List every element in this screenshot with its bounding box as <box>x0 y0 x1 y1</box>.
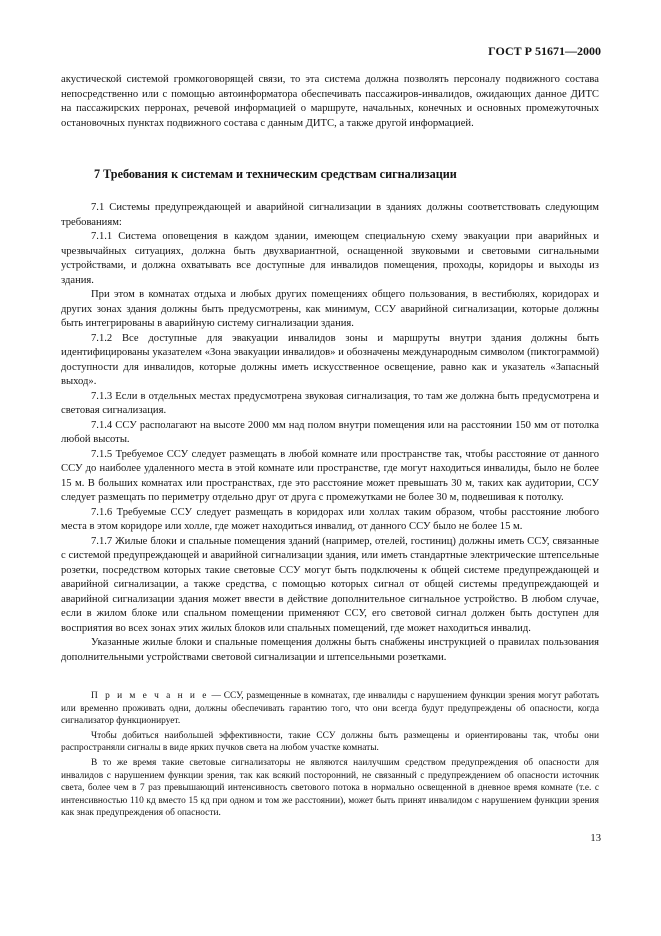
note-paragraph-3: В то же время такие световые сигнализаторы не являются наилучшим средством предупреждения об опасности для инвалидов с нарушением функции зрения, так как всякий посторонний, не связанный с предупреждением об опасности источник света, более чем в 7 раз превышающий интенсивность светового потока в нормально освещенной в дневное время комнате (т.е. с интенсивностью 110 кд вместо 15 кд при одном и том же расстоянии), может быть принят инвалидом с нарушением функции зрения как знак предупреждения об опасности. <box>61 757 599 819</box>
page-number: 13 <box>590 833 601 844</box>
note-paragraph-1 <box>61 690 599 728</box>
intro-paragraph: акустической системой громкоговорящей связи, то эта система должна позволять персоналу подвижного состава непосредственно или с помощью автоинформатора обеспечивать пассажиров-инвалидов, ожидающих данное ДИТС на пассажирских перронах, речевой информацией о маршруте, начальных, конечных и основных промежуточных остановочных пунктах подвижного состава с данным ДИТС, а также другой информацией. <box>61 74 599 129</box>
section-heading: 7 Требования к системам и техническим средствам сигнализации <box>94 167 457 181</box>
paragraph-7-1-3: 7.1.3 Если в отдельных местах предусмотрена звуковая сигнализация, то там же должна быть предусмотрена и световая сигнализация. <box>61 390 599 416</box>
paragraph-7-1-7: 7.1.7 Жилые блоки и спальные помещения зданий (например, отелей, гостиниц) должны иметь ССУ, связанные с системой предупреждающей и аварийной сигнализации здания, или иметь стандартные электрические штепсельные розетки, посредством которых такие световые ССУ могут быть подключены к общей системе предупреждающей и аварийной сигнализации, а также средства, с помощью которых сигнал от общей системы предупреждающей и аварийной сигнализации здания может ввести в действие дополнительное сигнальное устройство. В любом случае, если в жилом блоке или спальном помещении применяют ССУ, его световой сигнал должен быть доступен для восприятия во всех зонах этих жилых блоков или спальных помещений, где может находиться инвалид. <box>61 535 599 634</box>
section-body <box>61 201 599 665</box>
paragraph-7-1-1: 7.1.1 Система оповещения в каждом здании, имеющем специальную схему эвакуации при аварийных и чрезвычайных ситуациях, должна быть двухвариантной, оснащенной звуковыми и световыми сигнальными устройствами, и должна охватывать все доступные для инвалидов помещения, проходы, коридоры и выходы из здания. <box>61 231 599 286</box>
paragraph-7-1: 7.1 Системы предупреждающей и аварийной сигнализации в зданиях должны соответствовать следующим требованиям: <box>61 202 599 228</box>
paragraph-7-1-7-cont: Указанные жилые блоки и спальные помещения должны быть снабжены инструкцией о правилах пользования дополнительными устройствами световой сигнализации и штепсельными розетками. <box>61 637 599 663</box>
paragraph-7-1-2: 7.1.2 Все доступные для эвакуации инвалидов зоны и маршруты внутри здания должны быть идентифицированы указателем «Зона эвакуации инвалидов» и обозначены международным символом (пиктограммой) доступности для инвалидов, которые должны иметь искусственное освещение, равно как и указатель «Запасный выход». <box>61 332 599 387</box>
paragraph-7-1-6: 7.1.6 Требуемые ССУ следует размещать в коридорах или холлах таким образом, чтобы расстояние любого места в этом коридоре или холле, где может находиться инвалид, от данного ССУ было не более 15 м. <box>61 506 599 532</box>
note-text-1: ССУ, размещенные в комнатах, где инвалиды с нарушением функции зрения могут работать или временно проживать одни, должны обеспечивать гарантию того, что они всегда будут предупреждены об опасности, когда сигнализатор функционирует. <box>61 691 599 727</box>
intro-text <box>61 73 599 131</box>
paragraph-7-1-5: 7.1.5 Требуемое ССУ следует размещать в любой комнате или пространстве так, чтобы расстояние от данного ССУ до наиболее удаленного места в этой комнате или пространстве, где могут находиться инвалиды, было не более 15 м. В больших комнатах или пространствах, где это расстояние может превышать 30 м, таких как аудитории, ССУ следует размещать по периметру отдельно друг от друга с промежутками не более 30 м, подвешивая к потолку. <box>61 448 599 503</box>
note-dash: — <box>208 691 224 701</box>
paragraph-7-1-4: 7.1.4 ССУ располагают на высоте 2000 мм над полом внутри помещения или на расстоянии 150 мм от потолка любой высоты. <box>61 419 599 445</box>
standard-code: ГОСТ Р 51671—2000 <box>488 44 601 58</box>
note-label: П р и м е ч а н и е <box>91 691 209 701</box>
note-paragraph-2: Чтобы добиться наибольшей эффективности, такие ССУ должны быть размещены и ориентированы так, чтобы они распространяли сигналы в виде ярких пучков света на любом участке комнаты. <box>61 730 599 754</box>
note-block <box>61 690 599 820</box>
paragraph-7-1-1-cont: При этом в комнатах отдыха и любых других помещениях общего пользования, в вестибюлях, коридорах и других зонах здания должны быть предусмотрены, как минимум, ССУ аварийной сигнализации, которые должны быть интегрированы в аварийную систему сигнализации здания. <box>61 289 599 329</box>
